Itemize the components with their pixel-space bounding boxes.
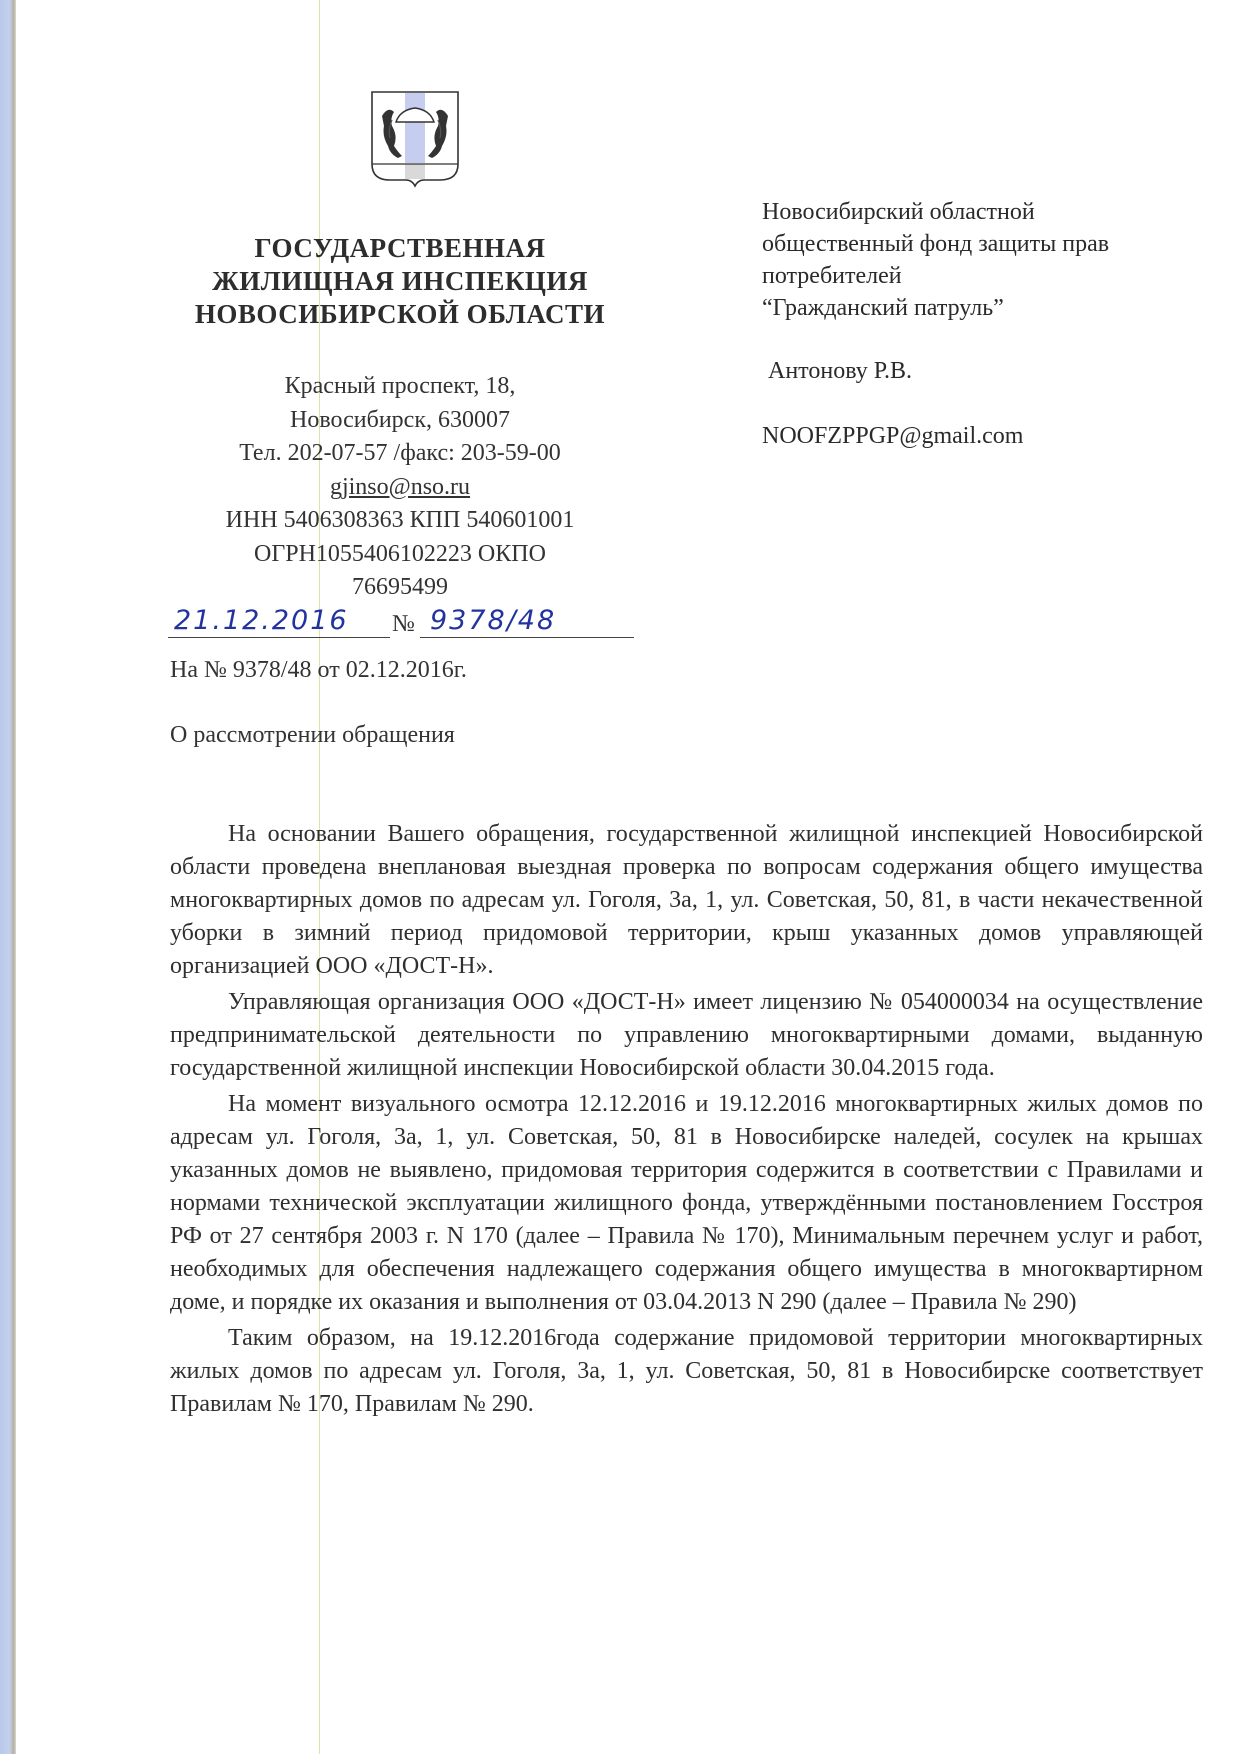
org-city: Новосибирск, 630007 [290, 406, 510, 433]
body-paragraph-2: Управляющая организация ООО «ДОСТ-Н» имеет лицензию № 054000034 на осуществление предпринимательской деятельности по управлению многоквартирными домами, выданную государственной жилищной инспекции Новосибирской области 30.04.2015 года. [170, 989, 1203, 1081]
body-paragraph-3: На момент визуального осмотра 12.12.2016 и 19.12.2016 многоквартирных жилых домов по адресам ул. Гоголя, 3а, 1, ул. Советская, 50, 81 в Новосибирске наледей, сосулек на крышах указанных домов не выявлено, придомовая территория содержится в соответствии с Правилами и нормами технической эксплуатации жилищного фонда, утверждёнными постановлением Госстроя РФ от 27 сентября 2003 г. N 170 (далее – Правила № 170), Минимальным перечнем услуг и работ, необходимых для обеспечения надлежащего содержания общего имущества в многоквартирном доме, и порядке их оказания и выполнения от 03.04.2013 N 290 (далее – Правила № 290) [170, 1091, 1203, 1315]
org-okpo-value: 76695499 [352, 574, 448, 600]
addressee-org-line-2: общественный фонд защиты прав [762, 231, 1110, 257]
addressee-org-line-3: потребителей [762, 263, 902, 289]
org-inn-kpp: ИНН 5406308363 КПП 540601001 [225, 507, 575, 533]
organization-name [160, 232, 640, 331]
number-sign: № [392, 611, 415, 637]
addressee-email[interactable]: NOOFZPPGP@gmail.com [762, 423, 1024, 449]
org-phone-fax: Тел. 202-07-57 /факс: 203-59-00 [239, 440, 561, 466]
addressee-block [762, 196, 1109, 452]
registration-date: 21.12.2016 [174, 605, 349, 636]
letter-body [170, 818, 1203, 1424]
org-name-line-2: ЖИЛИЩНАЯ ИНСПЕКЦИЯ [212, 266, 588, 296]
reference-line: На № 9378/48 от 02.12.2016г. [170, 657, 467, 683]
addressee-org-line-1: Новосибирский областной [762, 199, 1035, 225]
org-email-link[interactable]: gjinso@nso.ru [329, 473, 471, 500]
body-paragraph-4: Таким образом, на 19.12.2016года содержание придомовой территории многоквартирных жилых домов по адресам ул. Гоголя, 3а, 1, ул. Советская, 50, 81 в Новосибирске соответствует Правилам № 170, Правилам № 290. [170, 1325, 1203, 1417]
scan-edge-artifact [0, 0, 16, 1754]
org-name-line-1: ГОСУДАРСТВЕННАЯ [254, 233, 546, 263]
org-street: Красный проспект, 18, [284, 373, 516, 399]
org-ogrn-okpo: ОГРН1055406102223 ОКПО [254, 540, 546, 567]
addressee-org-line-4: “Гражданский патруль” [762, 295, 1004, 321]
registration-line [168, 600, 638, 640]
date-underline [168, 637, 390, 638]
addressee-person: Антонову Р.В. [768, 358, 913, 384]
org-name-line-3: НОВОСИБИРСКОЙ ОБЛАСТИ [194, 299, 606, 329]
registration-number: 9378/48 [430, 605, 557, 636]
organization-contacts [160, 370, 640, 605]
subject-line: О рассмотрении обращения [170, 722, 455, 748]
number-underline [420, 637, 634, 638]
body-paragraph-1: На основании Вашего обращения, государственной жилищной инспекцией Новосибирской области проведена внеплановая выездная проверка по вопросам содержания общего имущества многоквартирных домов по адресам ул. Гоголя, 3а, 1, ул. Советская, 50, 81, в части некачественной уборки в зимний период придомовой территории, крыш указанных домов управляющей организацией ООО «ДОСТ-Н». [170, 821, 1203, 979]
coat-of-arms-icon [368, 88, 462, 188]
